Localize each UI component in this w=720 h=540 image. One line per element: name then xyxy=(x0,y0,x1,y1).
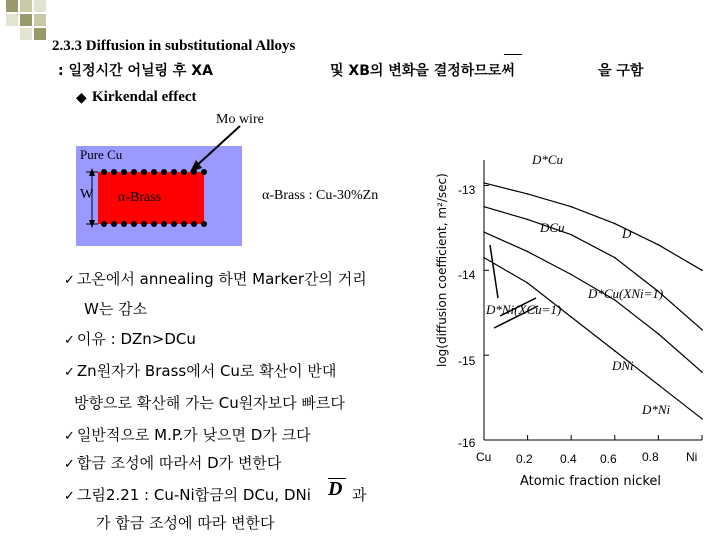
label-dni-xcu: D*Ni(XCu=1) xyxy=(486,302,562,317)
point-2 xyxy=(64,328,196,349)
check-icon: ✓ xyxy=(64,365,75,380)
brass-label: α-Brass xyxy=(118,190,162,205)
point-6 xyxy=(64,484,311,505)
series-point xyxy=(701,329,703,331)
series-point xyxy=(614,257,616,259)
series-point xyxy=(527,251,529,253)
series-point xyxy=(527,219,529,221)
label-dcu-star: D*Cu xyxy=(532,152,564,167)
series-point xyxy=(483,231,485,233)
x-tick-label: 0.2 xyxy=(516,452,533,466)
mo-wire-label: Mo wire xyxy=(216,112,264,127)
brass-composition: α-Brass : Cu-30%Zn xyxy=(262,188,379,203)
point-4-text: 일반적으로 M.P.가 낮으면 D가 크다 xyxy=(76,426,311,444)
point-2-text: 이유 : DZn>DCu xyxy=(76,330,196,348)
check-icon: ✓ xyxy=(64,457,75,472)
series-point xyxy=(701,371,703,373)
x-axis-title: Atomic fraction nickel xyxy=(520,474,662,489)
series-point xyxy=(483,206,485,208)
diagram-markers xyxy=(0,0,440,260)
y-tick-label: -13 xyxy=(458,183,476,197)
kirkendal-heading: Kirkendal effect xyxy=(92,89,197,105)
point-3b: 방향으로 확산해 가는 Cu원자보다 빠르다 xyxy=(74,394,345,412)
label-dcu: DCu xyxy=(540,220,565,235)
series-line-0 xyxy=(484,183,702,270)
series-point xyxy=(527,282,529,284)
subtitle-suffix: 을 구함 xyxy=(598,63,644,79)
slide-title: 2.3.3 Diffusion in substitutional Alloys xyxy=(52,38,296,54)
y-axis-title: log(diffusion coefficient, m²/sec) xyxy=(435,173,449,367)
subtitle-prefix: : 일정시간 어닐링 후 XA xyxy=(58,63,213,79)
point-4 xyxy=(64,424,311,445)
series-point xyxy=(570,274,572,276)
x-tick-label: 0.8 xyxy=(642,450,659,464)
diamond-bullet-icon: ◆ xyxy=(76,90,87,106)
series-point xyxy=(570,206,572,208)
point-1 xyxy=(64,268,367,289)
point-5 xyxy=(64,452,281,473)
check-icon: ✓ xyxy=(64,333,75,348)
y-tick-label: -16 xyxy=(458,436,476,450)
check-icon: ✓ xyxy=(64,273,75,288)
label-dni: DNi xyxy=(612,358,634,373)
mo-wire-arrow xyxy=(194,126,240,168)
point-5-text: 합금 조성에 따라서 D가 변한다 xyxy=(76,454,282,472)
label-d: D xyxy=(622,226,632,241)
pure-cu-label: Pure Cu xyxy=(80,147,123,162)
series-point xyxy=(658,333,660,335)
y-tick-label: -14 xyxy=(458,268,476,282)
point-1-text: 고온에서 annealing 하면 Marker간의 거리 xyxy=(76,270,367,288)
point-6-text: 그림2.21 : Cu-Ni합금의 DCu, DNi xyxy=(76,486,311,504)
subtitle-mid: 및 XB의 변화을 결정하므로써 xyxy=(330,63,515,79)
y-tick-label: -15 xyxy=(458,354,476,368)
point-6-suffix: 과 xyxy=(352,486,367,504)
point-1b: W는 감소 xyxy=(84,300,148,318)
series-point xyxy=(614,223,616,225)
marker-dots-bottom xyxy=(101,221,207,227)
series-point xyxy=(658,384,660,386)
label-dni-star: D*Ni xyxy=(642,402,671,417)
label-pointer-2 xyxy=(490,245,498,298)
w-label: W xyxy=(80,187,94,202)
series-point xyxy=(701,270,703,272)
point-3-text: Zn원자가 Brass에서 Cu로 확산이 반대 xyxy=(76,362,337,380)
series-point xyxy=(570,316,572,318)
x-tick-label: 0.6 xyxy=(600,452,617,466)
series-point xyxy=(483,182,485,184)
series-point xyxy=(658,244,660,246)
d-symbol: D xyxy=(328,478,343,500)
series-line-3 xyxy=(484,258,702,419)
series-point xyxy=(614,350,616,352)
x-tick-label: Cu xyxy=(476,450,492,464)
series-point xyxy=(527,193,529,195)
series-point xyxy=(570,234,572,236)
series-point xyxy=(483,257,485,259)
check-icon: ✓ xyxy=(64,489,75,504)
point-6b: 가 합금 조성에 따라 변한다 xyxy=(96,514,275,532)
overbar-mark xyxy=(504,54,522,55)
point-3 xyxy=(64,360,336,381)
series-point xyxy=(701,418,703,420)
label-dcu-xni: D*Cu(XNi=1) xyxy=(588,286,664,301)
check-icon: ✓ xyxy=(64,429,75,444)
x-tick-label: 0.4 xyxy=(560,452,577,466)
x-tick-label: Ni xyxy=(686,450,698,464)
